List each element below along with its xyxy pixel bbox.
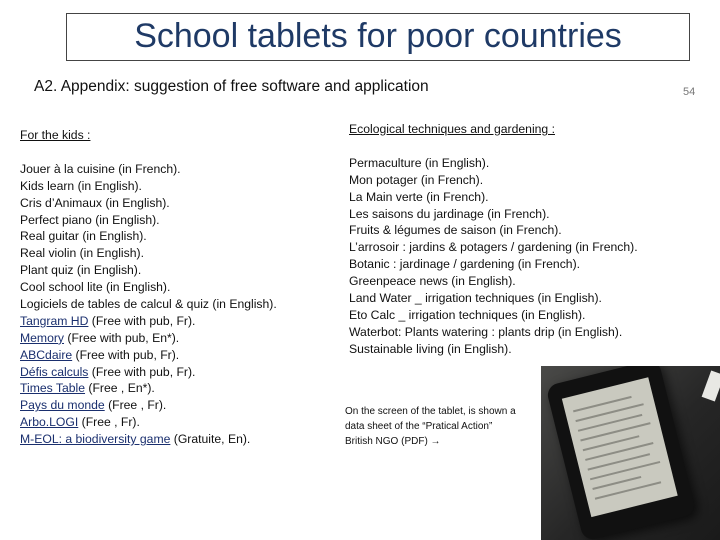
section-subtitle: A2. Appendix: suggestion of free software and application <box>34 78 429 95</box>
caption-line: On the screen of the tablet, is shown a <box>345 406 516 417</box>
kids-header: For the kids : <box>20 128 91 142</box>
list-item: Fruits & légumes de saison (in French). <box>349 223 562 238</box>
list-item: Kids learn (in English). <box>20 178 142 193</box>
list-item: Waterbot: Plants watering : plants drip (in English). <box>349 324 623 339</box>
gardening-software-list <box>349 121 638 358</box>
list-item: Land Water _ irrigation techniques (in English). <box>349 291 602 306</box>
list-item: Real guitar (in English). <box>20 229 147 244</box>
list-item: ABCdaire (Free with pub, Fr). <box>20 347 180 362</box>
list-item: Botanic : jardinage / gardening (in French). <box>349 257 581 272</box>
list-item: Pays du monde (Free , Fr). <box>20 398 167 413</box>
page-number: 54 <box>683 86 696 98</box>
list-item: Logiciels de tables de calcul & quiz (in English). <box>20 297 277 312</box>
caption-line: British NGO (PDF) → <box>345 436 441 447</box>
abcdaire-link[interactable]: ABCdaire <box>20 347 73 362</box>
list-item: Permaculture (in English). <box>349 155 490 170</box>
list-item: Mon potager (in French). <box>349 172 484 187</box>
list-item: La Main verte (in French). <box>349 189 489 204</box>
m-eol-link[interactable]: M-EOL: a biodiversity game <box>20 432 171 447</box>
list-item: Sustainable living (in English). <box>349 341 512 356</box>
tablet-photo <box>541 366 720 540</box>
page-title: School tablets for poor countries <box>134 17 622 55</box>
kids-software-list <box>20 127 277 448</box>
pays-du-monde-link[interactable]: Pays du monde <box>20 398 105 413</box>
tablet-screen <box>562 377 678 517</box>
list-item: Real violin (in English). <box>20 246 144 261</box>
list-item: Défis calculs (Free with pub, Fr). <box>20 364 196 379</box>
list-item: Jouer à la cuisine (in French). <box>20 161 181 176</box>
title-box <box>66 13 690 61</box>
list-item: Eto Calc _ irrigation techniques (in English). <box>349 307 586 322</box>
gardening-header: Ecological techniques and gardening : <box>349 122 555 136</box>
list-item: Times Table (Free , En*). <box>20 381 155 396</box>
times-table-link[interactable]: Times Table <box>20 381 86 396</box>
list-item: Cool school lite (in English). <box>20 280 171 295</box>
list-item: M-EOL: a biodiversity game (Gratuite, En). <box>20 432 251 447</box>
list-item: Cris d’Animaux (in English). <box>20 195 170 210</box>
list-item: Perfect piano (in English). <box>20 212 160 227</box>
memory-link[interactable]: Memory <box>20 330 65 345</box>
tangram-hd-link[interactable]: Tangram HD <box>20 313 89 328</box>
list-item: Les saisons du jardinage (in French). <box>349 206 550 221</box>
list-item: Plant quiz (in English). <box>20 263 142 278</box>
list-item: Tangram HD (Free with pub, Fr). <box>20 313 196 328</box>
arbologi-link[interactable]: Arbo.LOGI <box>20 415 79 430</box>
caption-line: data sheet of the “Pratical Action” <box>345 421 493 432</box>
list-item: Arbo.LOGI (Free , Fr). <box>20 415 140 430</box>
list-item: L’arrosoir : jardins & potagers / gardening (in French). <box>349 240 638 255</box>
defis-calculs-link[interactable]: Défis calculs <box>20 364 89 379</box>
list-item: Memory (Free with pub, En*). <box>20 330 180 345</box>
list-item: Greenpeace news (in English). <box>349 274 516 289</box>
photo-caption <box>345 404 531 449</box>
